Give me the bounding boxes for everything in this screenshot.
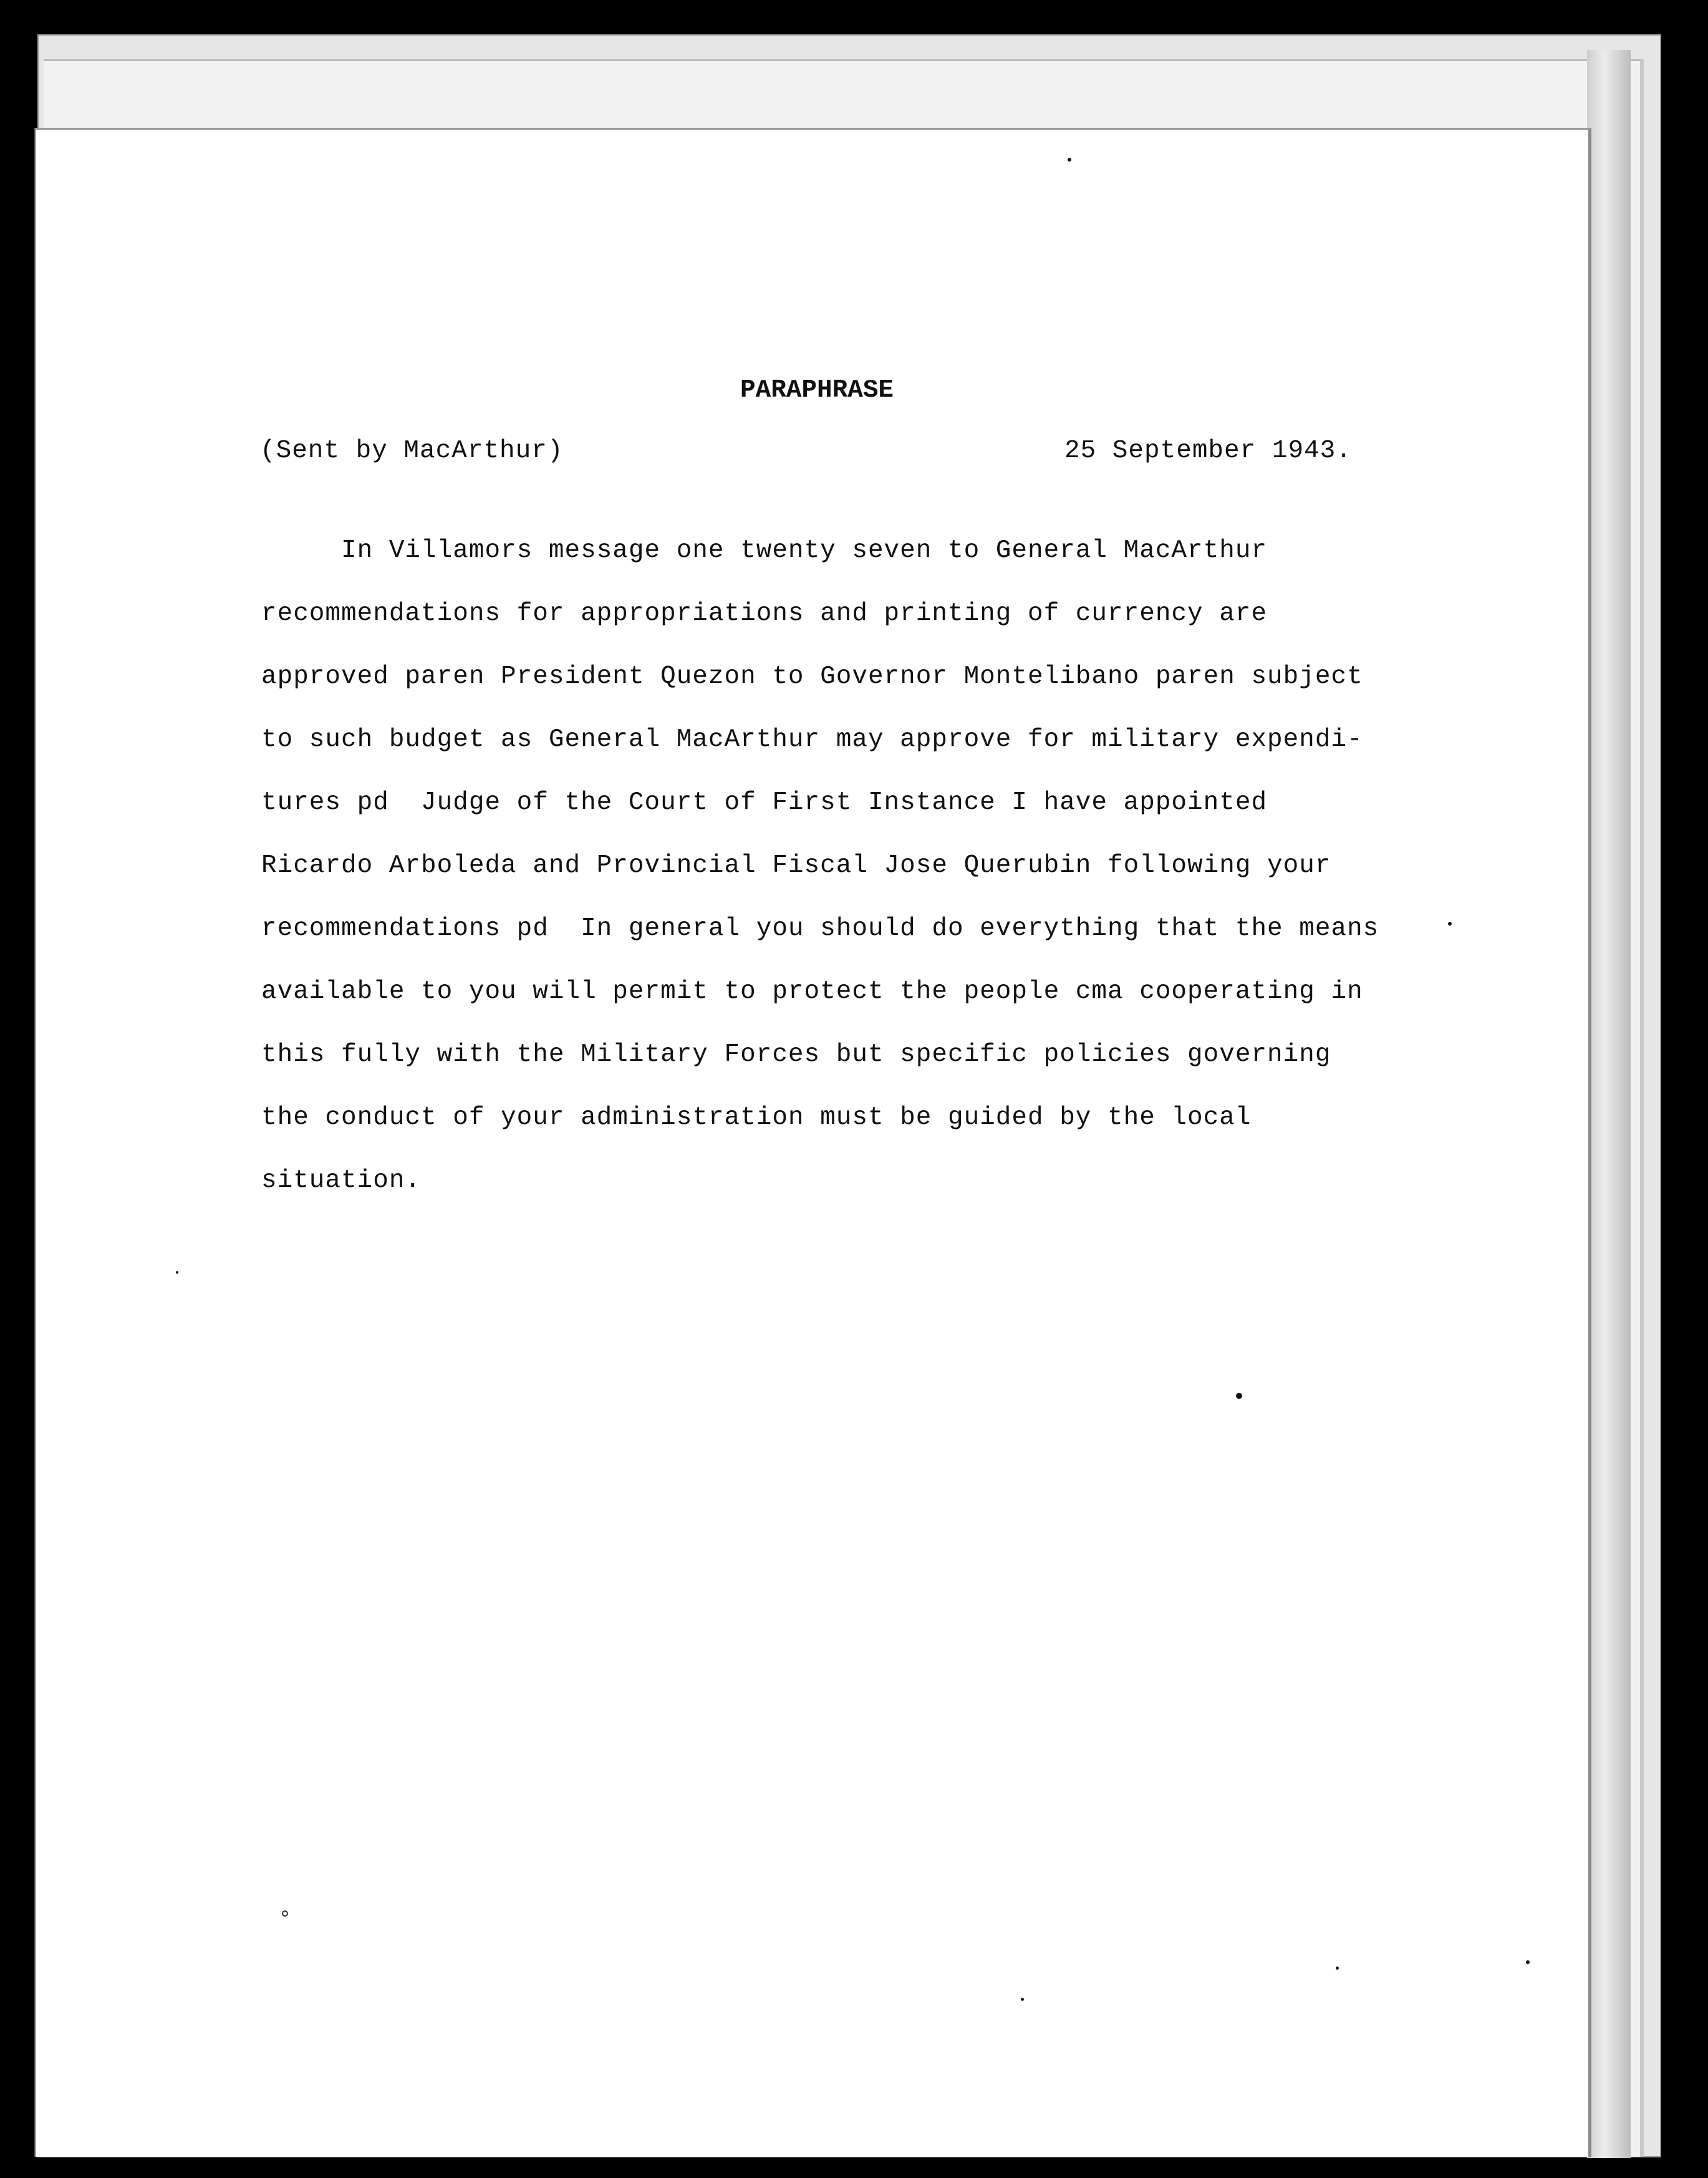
- body-line: Ricardo Arboleda and Provincial Fiscal Jose Querubin following your: [261, 851, 1331, 880]
- scan-speck: [176, 1271, 178, 1274]
- body-line: this fully with the Military Forces but specific policies governing: [261, 1040, 1331, 1069]
- sender-line: (Sent by MacArthur): [260, 437, 564, 465]
- scan-speck: [1068, 158, 1071, 162]
- page-title: PARAPHRASE: [740, 376, 894, 405]
- body-line: available to you will permit to protect the people cma cooperating in: [261, 977, 1363, 1006]
- date-line: 25 September 1943.: [1064, 437, 1352, 465]
- scan-speck: [1448, 922, 1452, 926]
- body-line: recommendations pd In general you should do everything that the means: [261, 914, 1379, 943]
- message-body: [261, 520, 1434, 1212]
- scan-speck: [1526, 1960, 1530, 1964]
- body-line: situation.: [261, 1166, 422, 1195]
- body-line: approved paren President Quezon to Governor Montelibano paren subject: [261, 662, 1363, 691]
- scan-speck: [1021, 1998, 1024, 2001]
- body-line: to such budget as General MacArthur may approve for military expendi-: [261, 725, 1363, 754]
- body-line: In Villamors message one twenty seven to General MacArthur: [261, 536, 1268, 565]
- scan-speck: [1236, 1393, 1242, 1399]
- page: [34, 128, 1591, 2157]
- body-line: the conduct of your administration must be guided by the local: [261, 1103, 1252, 1132]
- scan-speck: [282, 1910, 288, 1917]
- body-line: tures pd Judge of the Court of First Instance I have appointed: [261, 788, 1268, 817]
- sheet-edge: [1587, 50, 1631, 2158]
- body-line: recommendations for appropriations and printing of currency are: [261, 599, 1268, 628]
- scan-speck: [1336, 1967, 1339, 1970]
